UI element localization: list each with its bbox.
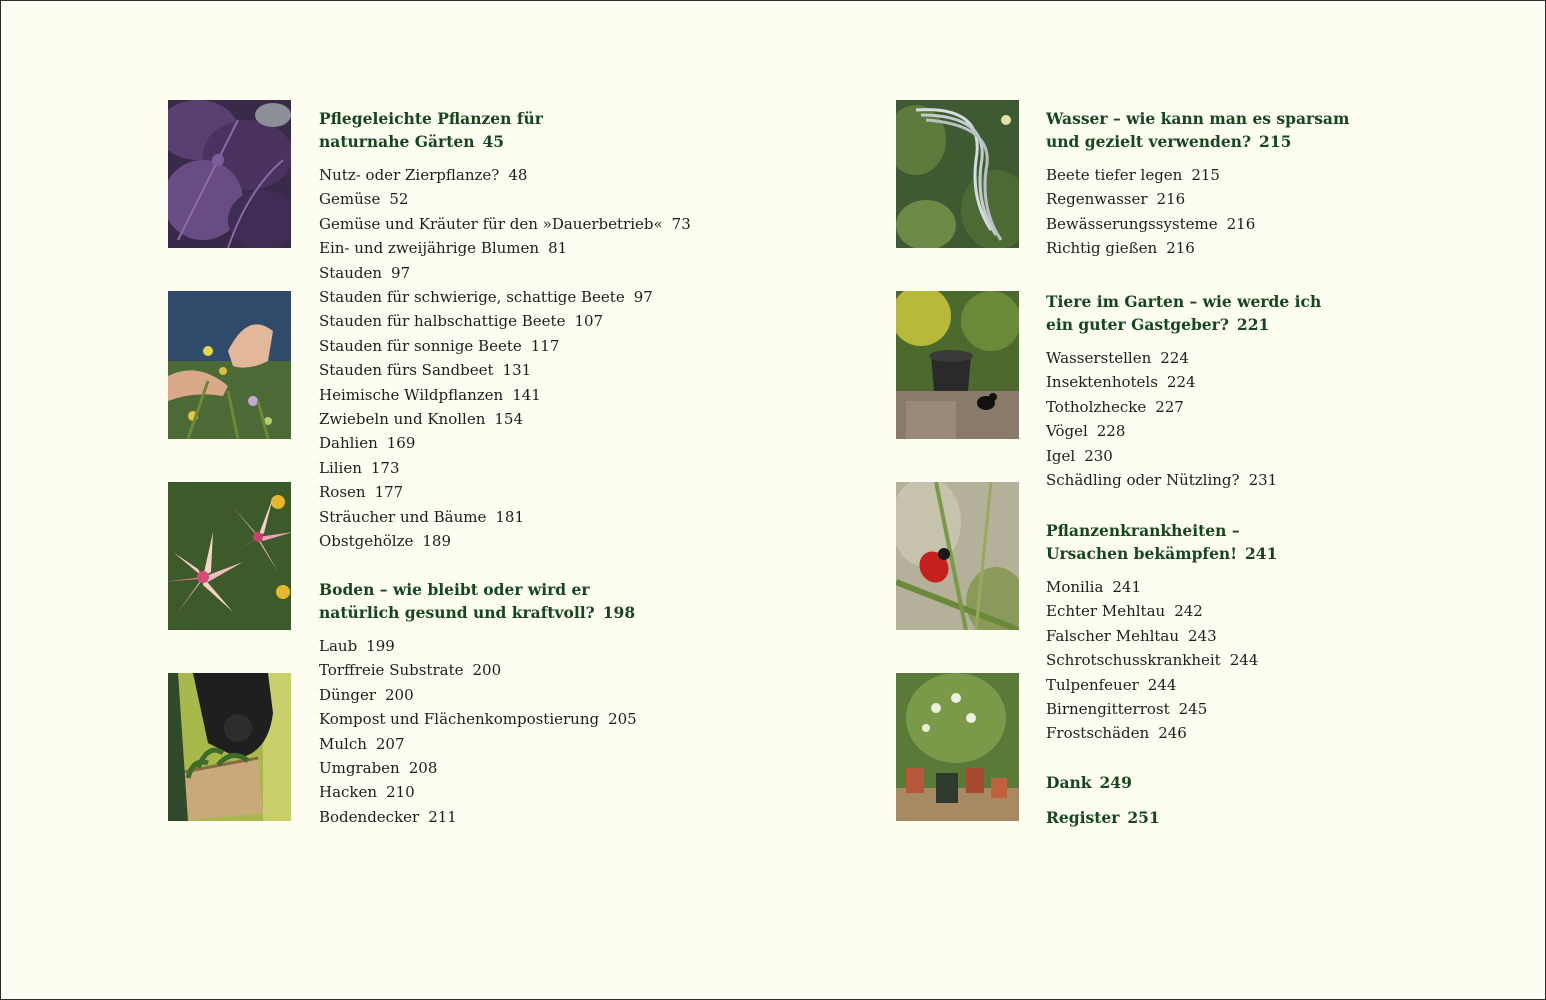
section-heading-line: Boden – wie bleibt oder wird er (319, 580, 590, 599)
toc-entry-title: Tulpenfeuer (1046, 675, 1139, 694)
toc-entry-page-number: 189 (422, 532, 452, 550)
toc-entry[interactable] (319, 531, 451, 551)
section-page-number: 241 (1245, 544, 1278, 563)
toc-entry-page-number: 200 (472, 661, 502, 680)
toc-entry[interactable] (1046, 626, 1217, 646)
toc-entry-title: Stauden fürs Sandbeet (319, 361, 494, 380)
kale-photo (168, 100, 291, 248)
potted-plants-photo (896, 673, 1019, 821)
toc-entry-title: Lilien (319, 458, 362, 477)
toc-entry-title: Torffreie Substrate (319, 661, 464, 680)
toc-entry[interactable] (319, 263, 410, 283)
toc-entry[interactable] (319, 507, 524, 527)
toc-entry[interactable] (1046, 397, 1184, 417)
section-heading-line: naturnahe Gärten 45 (319, 132, 505, 151)
irrigation-hose-photo (896, 100, 1019, 248)
toc-entry-title: Schrotschusskrankheit (1046, 651, 1221, 670)
toc-entry[interactable] (1046, 601, 1203, 621)
toc-entry-title: Richtig gießen (1046, 239, 1158, 258)
toc-entry[interactable] (1046, 165, 1220, 185)
toc-entry-page-number: 216 (1166, 239, 1195, 258)
toc-entry-title: Falscher Mehltau (1046, 626, 1180, 645)
toc-entry-page-number: 200 (385, 685, 414, 704)
toc-entry[interactable] (319, 360, 531, 380)
toc-entry-page-number: 107 (574, 312, 604, 331)
toc-entry-title: Mulch (319, 734, 367, 753)
toc-entry-page-number: 246 (1158, 724, 1187, 743)
toc-entry-title: Echter Mehltau (1046, 602, 1166, 621)
toc-entry-title: Stauden für sonnige Beete (319, 336, 522, 355)
toc-entry-title: Stauden (319, 263, 383, 282)
section-page-number: 215 (1259, 132, 1292, 151)
toc-entry-page-number: 181 (495, 507, 525, 526)
toc-entry-title: Stauden für halbschattige Beete (319, 312, 566, 331)
section-heading-line: Ursachen bekämpfen! 241 (1046, 544, 1278, 563)
toc-entry-title: Stauden für schwierige, schattige Beete (319, 288, 625, 306)
section-heading[interactable] (1046, 519, 1277, 565)
toc-entry-page-number: 52 (389, 190, 409, 209)
toc-entry-title: Heimische Wildpflanzen (319, 385, 504, 404)
toc-entry-title: Bodendecker (319, 807, 420, 826)
toc-entry[interactable] (1046, 577, 1141, 597)
toc-entry-page-number: 199 (366, 637, 395, 655)
toc-entry-page-number: 231 (1248, 471, 1278, 489)
toc-entry[interactable] (319, 636, 395, 656)
toc-entry-page-number: 211 (428, 807, 457, 826)
toc-entry-page-number: 208 (408, 759, 438, 777)
toc-entry-title: Regenwasser (1046, 190, 1148, 209)
toc-entry[interactable] (319, 709, 637, 729)
toc-entry[interactable] (319, 660, 501, 680)
toc-entry-title: Igel (1046, 446, 1076, 465)
toc-entry-title: Beete tiefer legen (1046, 166, 1183, 184)
section-heading[interactable] (1046, 771, 1132, 794)
toc-entry-page-number: 243 (1188, 626, 1217, 645)
section-page-number: 251 (1127, 808, 1160, 827)
toc-entry-title: Bewässerungssysteme (1046, 214, 1218, 233)
toc-entry-page-number: 241 (1112, 578, 1142, 596)
toc-entry-title: Nutz- oder Zierpflanze? (319, 166, 500, 184)
toc-entry[interactable] (1046, 238, 1195, 258)
toc-entry-page-number: 230 (1084, 446, 1113, 465)
section-heading-line: Dank 249 (1046, 773, 1132, 792)
toc-entry-page-number: 81 (548, 239, 568, 258)
toc-entry-title: Ein- und zweijährige Blumen (319, 239, 540, 258)
toc-entry[interactable] (319, 385, 541, 405)
section-page-number: 198 (602, 603, 636, 622)
toc-entry-page-number: 224 (1166, 373, 1196, 392)
toc-entry[interactable] (319, 311, 603, 331)
toc-entry[interactable] (319, 782, 415, 802)
section-heading[interactable] (319, 578, 635, 624)
toc-entry-title: Rosen (319, 483, 366, 502)
toc-entry-title: Hacken (319, 783, 378, 802)
toc-entry[interactable] (319, 685, 414, 705)
toc-entry-page-number: 216 (1156, 190, 1186, 209)
bird-bath-photo (896, 291, 1019, 439)
toc-entry[interactable] (1046, 189, 1185, 209)
toc-entry-page-number: 224 (1160, 349, 1189, 367)
section-heading-line: und gezielt verwenden? 215 (1046, 132, 1292, 151)
toc-entry-page-number: 215 (1191, 166, 1220, 184)
glove-seedlings-photo (168, 673, 291, 821)
section-heading-line: Register 251 (1046, 808, 1160, 827)
toc-entry-title: Dünger (319, 685, 376, 704)
toc-entry-title: Monilia (1046, 578, 1104, 596)
toc-entry-page-number: 244 (1147, 675, 1177, 694)
toc-entry-page-number: 244 (1229, 651, 1259, 670)
section-heading[interactable] (1046, 107, 1349, 153)
beetle-photo (896, 482, 1019, 630)
toc-entry-title: Gemüse und Kräuter für den »Dauerbetrieb« (319, 214, 663, 233)
toc-entry[interactable] (319, 409, 523, 429)
toc-entry-page-number: 205 (608, 710, 637, 729)
toc-entry-page-number: 169 (386, 434, 416, 453)
toc-entry[interactable] (319, 482, 403, 502)
toc-entry-title: Obstgehölze (319, 532, 414, 550)
section-page-number: 249 (1099, 773, 1132, 792)
toc-entry[interactable] (319, 214, 691, 234)
toc-entry[interactable] (319, 238, 567, 258)
toc-entry-page-number: 97 (391, 263, 411, 282)
toc-entry-page-number: 242 (1174, 602, 1203, 621)
toc-entry[interactable] (319, 734, 405, 754)
toc-entry-title: Frostschäden (1046, 724, 1150, 743)
toc-entry-title: Schädling oder Nützling? (1046, 471, 1240, 489)
section-heading-line: Pflanzenkrankheiten – (1046, 521, 1240, 540)
section-heading-line: Pflegeleichte Pflanzen für (319, 109, 543, 128)
toc-entry-page-number: 207 (375, 734, 405, 753)
section-page-number: 45 (482, 132, 505, 151)
toc-entry-title: Vögel (1046, 422, 1088, 441)
toc-entry-page-number: 73 (671, 214, 691, 233)
toc-entry-title: Zwiebeln und Knollen (319, 410, 486, 428)
toc-entry[interactable] (1046, 650, 1258, 670)
toc-entry-page-number: 141 (512, 385, 541, 404)
toc-entry-title: Wasserstellen (1046, 349, 1152, 367)
toc-entry[interactable] (319, 287, 653, 307)
toc-entry-title: Dahlien (319, 434, 378, 453)
toc-entry[interactable] (1046, 675, 1176, 695)
dahlia-photo (168, 482, 291, 630)
toc-entry[interactable] (319, 189, 408, 209)
toc-entry[interactable] (1046, 699, 1207, 719)
toc-entry[interactable] (319, 433, 415, 453)
section-heading[interactable] (319, 107, 543, 153)
toc-entry-page-number: 48 (508, 166, 528, 184)
toc-entry-title: Laub (319, 637, 358, 655)
section-page-number: 221 (1236, 315, 1270, 334)
toc-entry-page-number: 245 (1178, 700, 1208, 718)
toc-entry-page-number: 131 (502, 361, 532, 380)
toc-entry[interactable] (1046, 421, 1125, 441)
toc-entry[interactable] (1046, 372, 1196, 392)
toc-entry-title: Sträucher und Bäume (319, 507, 487, 526)
toc-entry-page-number: 210 (386, 783, 415, 802)
toc-entry-title: Totholzhecke (1046, 397, 1147, 416)
toc-entry-page-number: 154 (494, 410, 524, 428)
section-heading-line: Tiere im Garten – wie werde ich (1046, 292, 1322, 311)
toc-entry[interactable] (1046, 214, 1255, 234)
toc-entry-page-number: 227 (1155, 397, 1184, 416)
section-heading-line: ein guter Gastgeber? 221 (1046, 315, 1270, 334)
toc-entry-page-number: 117 (530, 336, 560, 355)
toc-entry[interactable] (319, 165, 527, 185)
toc-entry-page-number: 228 (1096, 422, 1126, 441)
toc-entry[interactable] (1046, 723, 1187, 743)
toc-entry[interactable] (319, 336, 559, 356)
toc-entry-title: Insektenhotels (1046, 373, 1158, 392)
toc-entry-title: Kompost und Flächenkompostierung (319, 710, 600, 729)
hands-flowers-photo (168, 291, 291, 439)
toc-entry[interactable] (319, 758, 437, 778)
toc-entry-page-number: 97 (633, 288, 653, 306)
toc-entry-page-number: 177 (374, 483, 404, 502)
section-heading-line: natürlich gesund und kraftvoll? 198 (319, 603, 636, 622)
toc-entry-page-number: 173 (370, 458, 400, 477)
toc-entry-page-number: 216 (1226, 214, 1256, 233)
section-heading[interactable] (1046, 290, 1321, 336)
toc-entry[interactable] (1046, 348, 1189, 368)
toc-entry-title: Umgraben (319, 759, 400, 777)
toc-entry-title: Birnengitterrost (1046, 700, 1170, 718)
section-heading-line: Wasser – wie kann man es sparsam (1046, 109, 1350, 128)
toc-entry[interactable] (1046, 446, 1113, 466)
toc-entry[interactable] (319, 807, 457, 827)
toc-entry-title: Gemüse (319, 190, 381, 209)
toc-entry[interactable] (319, 458, 400, 478)
section-heading[interactable] (1046, 806, 1160, 829)
toc-entry[interactable] (1046, 470, 1277, 490)
